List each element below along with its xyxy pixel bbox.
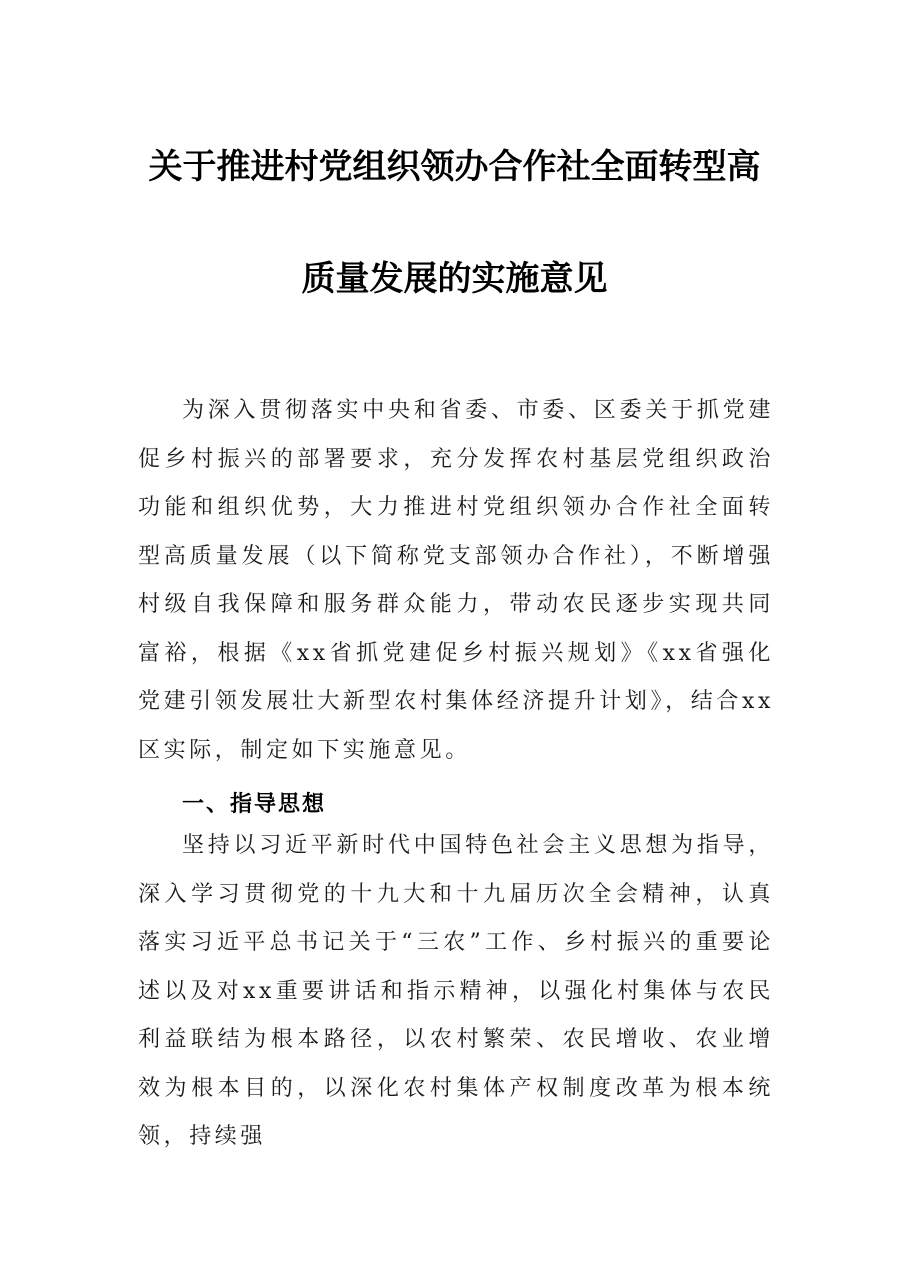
guiding-ideology-paragraph: 坚持以习近平新时代中国特色社会主义思想为指导，深入学习贯彻党的十九大和十九届历次全会精神，认真落实习近平总书记关于“三农”工作、乡村振兴的重要论述以及对xx重要讲话和指示精神，以强化村集体与农民利益联结为根本路径，以农村繁荣、农民增收、农业增效为根本目的，以深化农村集体产权制度改革为根本统领，持续强 (138, 833, 774, 1149)
section-heading-guiding-ideology: 一、指导思想 (182, 791, 327, 817)
document-title-line-2: 质量发展的实施意见 (301, 259, 608, 299)
intro-paragraph: 为深入贯彻落实中央和省委、市委、区委关于抓党建促乡村振兴的部署要求，充分发挥农村基层党组织政治功能和组织优势，大力推进村党组织领办合作社全面转型高质量发展（以下简称党支部领办合作社），不断增强村级自我保障和服务群众能力，带动农民逐步实现共同富裕，根据《xx省抓党建促乡村振兴规划》《xx省强化党建引领发展壮大新型农村集体经济提升计划》，结合xx区实际，制定如下实施意见。 (138, 398, 774, 763)
document-title-line-1: 关于推进村党组织领办合作社全面转型高 (148, 147, 761, 187)
